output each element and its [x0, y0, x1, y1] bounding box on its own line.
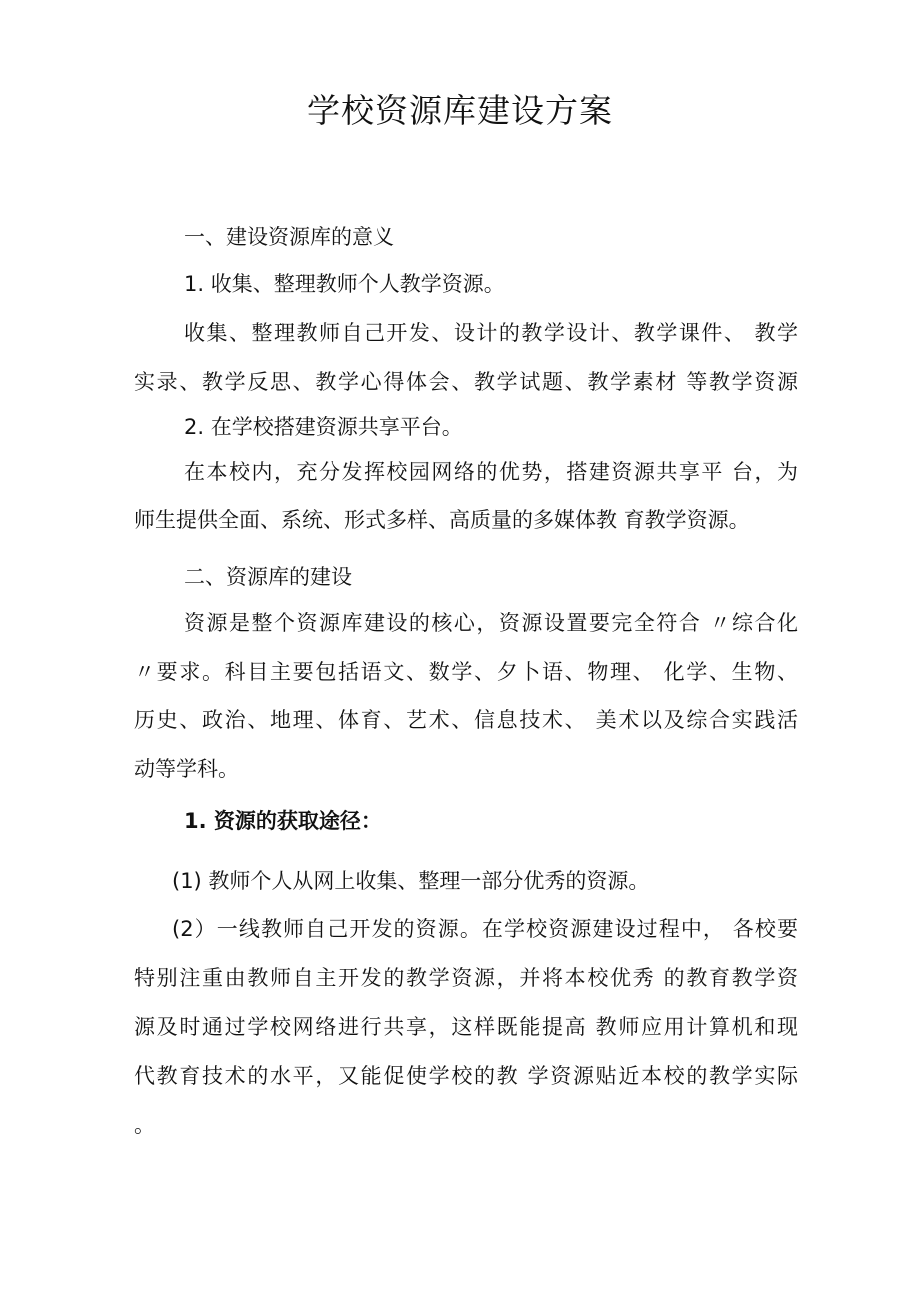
paragraph-line: 动等学科。 — [134, 757, 239, 781]
page-title: 学校资源库建设方案 — [307, 91, 613, 130]
section-heading-1: 一、建设资源库的意义 — [184, 225, 394, 249]
paragraph-line: 代教育技术的水平，又能促使学校的教 学资源贴近本校的教学实际 — [134, 1064, 798, 1088]
paragraph-line: 资源是整个资源库建设的核心，资源设置要完全符合 〃综合化 — [184, 611, 798, 635]
list-item-1: (1) 教师个人从网上收集、整理一部分优秀的资源。 — [172, 869, 650, 893]
subsection-heading-1-1: 1. 收集、整理教师个人教学资源。 — [184, 272, 505, 296]
paragraph-line: 历史、政治、地理、体育、艺术、信息技术、 美术以及综合实践活 — [134, 708, 798, 732]
paragraph-line: 师生提供全面、系统、形式多样、高质量的多媒体教 育教学资源。 — [134, 508, 750, 532]
subsection-heading-1-2: 2. 在学校搭建资源共享平台。 — [184, 415, 463, 439]
subsection-heading-2-1: 1. 资源的获取途径： — [184, 809, 382, 833]
paragraph-line: 收集、整理教师自己开发、设计的教学设计、教学课件、 教学 — [184, 321, 798, 345]
paragraph-line: 。 — [134, 1113, 155, 1137]
paragraph-line: 在本校内，充分发挥校园网络的优势，搭建资源共享平 台，为 — [184, 460, 798, 484]
paragraph-line: 特别注重由教师自主开发的教学资源，并将本校优秀 的教育教学资 — [134, 966, 798, 990]
paragraph-line: 实录、教学反思、教学心得体会、教学试题、教学素材 等教学资源 — [134, 370, 798, 394]
paragraph-line: 源及时通过学校网络进行共享，这样既能提高 教师应用计算机和现 — [134, 1015, 798, 1039]
paragraph-line: 〃要求。科目主要包括语文、数学、夕卜语、物理、 化学、生物、 — [134, 660, 798, 684]
list-item-2: (2）一线教师自己开发的资源。在学校资源建设过程中， 各校要 — [172, 917, 798, 941]
section-heading-2: 二、资源库的建设 — [184, 565, 352, 589]
